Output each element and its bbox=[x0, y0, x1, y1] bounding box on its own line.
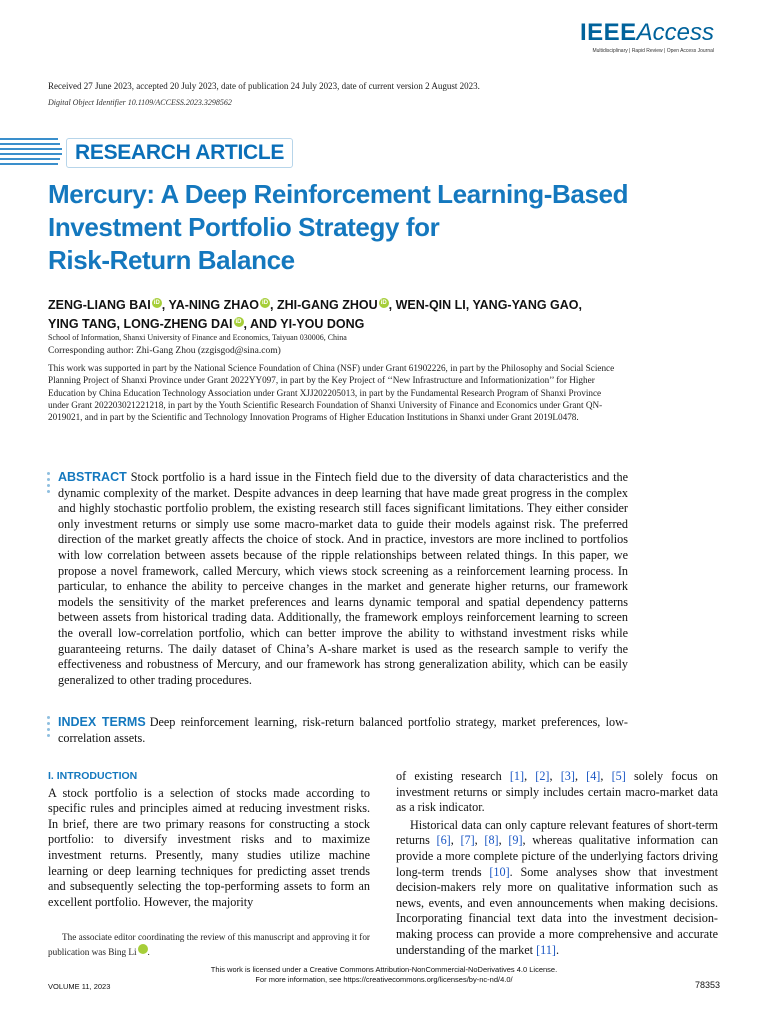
section-heading: I. INTRODUCTION bbox=[48, 770, 138, 782]
citation-link[interactable]: [2] bbox=[535, 769, 550, 783]
index-terms-text: Deep reinforcement learning, risk-return balanced portfolio strategy, market preferences, low-correlation assets. bbox=[58, 715, 628, 745]
author-line-2 bbox=[48, 315, 728, 334]
abstract bbox=[58, 470, 628, 688]
article-type-banner bbox=[0, 136, 285, 170]
text-run: solely focus on investment returns or simply includes certain macro-market data as a risk indicator. bbox=[396, 769, 719, 815]
abstract-label: ABSTRACT bbox=[58, 470, 127, 484]
citation-link[interactable]: [9] bbox=[508, 833, 523, 848]
citation-link[interactable]: [5] bbox=[611, 769, 626, 783]
page-number: 78353 bbox=[694, 980, 720, 990]
doi-line[interactable]: Digital Object Identifier 10.1109/ACCESS.2023.3298562 bbox=[48, 98, 232, 107]
intro-paragraph-2: Historical data can only capture relevant features of short-term returns [6], [7], [8], [9], whereas qualitative information can provide a more complete picture of the underlying factors driving long-term trends [10]. Some analyses show that investment decision-makers rely more on qualitative information such as news, events, and even announcements when making decisions. Incorporating financial text data into the investment decision-making process can provide a more comprehensive and accurate understanding of the market [11]. bbox=[396, 817, 719, 957]
text-run: of existing research bbox=[396, 769, 510, 783]
text-run: . bbox=[555, 942, 560, 957]
intro-paragraph-continued: of existing research [1], [2], [3], [4], [5] solely focus on investment returns or simply includes certain macro-market data as a risk indicator. bbox=[396, 769, 719, 815]
funding-statement: This work was supported in part by the National Science Foundation of China (NSF) under Grant 61902226, in part by the Philosophy and Social Science Planning Project of Shanxi Province under Grant 2022YY097, in part by the Key Project of ‘‘New Infrastructure and Informationization’’ for Higher Education by China Education Technology Association under Grant XJJ202205013, in part by the Fundamental Research Program of Shanxi Province under Grant 202203021221218, in part by the Youth Scientific Research Foundation of Shanxi University of Finance and Economics under Grant QN-2019021, and in part by the Scientific and Technology Innovation Programs of Higher Education Institutions in Shanxi under Grant 2019L0478. bbox=[48, 363, 615, 423]
text-run: . Some analyses show that investment decision-makers rely more on qualitative information such as news, events, and even announcements when making decisions. Incorporating financial text data into the investment decision-making process can provide a more comprehensive and accurate understanding of the market bbox=[396, 864, 718, 957]
volume-info: VOLUME 11, 2023 bbox=[48, 982, 111, 991]
paper-title bbox=[48, 178, 688, 277]
orcid-icon[interactable]: iD bbox=[380, 300, 387, 306]
received-dates: Received 27 June 2023, accepted 20 July 2023, date of publication 24 July 2023, date of current version 2 August 2023. bbox=[48, 81, 480, 91]
orcid-icon[interactable]: iD bbox=[235, 319, 242, 325]
orcid-icon[interactable]: iD bbox=[138, 944, 148, 954]
intro-paragraph: A stock portfolio is a selection of stocks made according to specific rules and principles aimed at reducing investment risks. In brief, there are two primary reasons for constructing a stock portfolio: to diversify investment risks and to maximize investment returns. Presently, many studies utilize machine learning or deep learning techniques for predicting asset trends and subsequently selecting the top-performing assets to form an excellent portfolio. However, the majority bbox=[48, 785, 370, 909]
author-line-1 bbox=[48, 296, 728, 315]
license-notice bbox=[0, 965, 768, 985]
editor-footnote bbox=[48, 930, 370, 959]
citation-link[interactable]: [10] bbox=[489, 864, 510, 879]
citation-link[interactable]: [6] bbox=[436, 833, 451, 848]
author-name: ZENG-LIANG BAI bbox=[48, 298, 151, 312]
banner-stripes bbox=[0, 138, 62, 168]
citation-link[interactable]: [3] bbox=[560, 769, 575, 783]
index-terms bbox=[58, 715, 628, 746]
license-link[interactable]: For more information, see https://creativecommons.org/licenses/by-nc-nd/4.0/ bbox=[255, 975, 513, 984]
title-line: Investment Portfolio Strategy for bbox=[48, 212, 440, 242]
body-column-left bbox=[48, 769, 370, 910]
corresponding-author: Corresponding author: Zhi-Gang Zhou (zzgisgod@sina.com) bbox=[48, 346, 281, 356]
logo-wordmark bbox=[580, 20, 714, 46]
author-name: , YA-NING ZHAO bbox=[161, 298, 260, 312]
author-name: , WEN-QIN LI, YANG-YANG GAO, bbox=[388, 298, 582, 312]
citation-link[interactable]: [8] bbox=[484, 833, 499, 848]
author-list bbox=[48, 296, 728, 334]
body-column-right bbox=[396, 769, 718, 958]
logo-ieee: IEEE bbox=[579, 19, 637, 46]
abstract-text: Stock portfolio is a hard issue in the Fintech field due to the diversity of data characteristics and the dynamic complexity of the market. Despite advances in deep learning that have made great progress in the complex and highly stochastic portfolio problem, the existing research still faces significant limitations. They either consider only investment returns or simply use some macro-market data to guide their models against risk. The preferred direction of the market greatly affects the choice of stock. And in practice, investors are more inclined to portfolios with low correlation between assets because of the ripple relationships between related things. In this paper, we propose a novel framework, called Mercury, which views stock screening as a reinforcement learning process. In particular, to enhance the ability to perceive changes in the market and generate higher returns, our framework models the sensitivity of the market preferences and learns dynamic temporal and spatial dependency patterns between assets from historical trading data. Additionally, the framework employs reinforcement learning to screen the overall low-correlation portfolio, which can better improve the ability to withstand investment risks while guaranteeing returns. The daily dataset of China’s A-share market is used as the research sample to verify the effectiveness and robustness of Mercury, and our framework has strong generalization ability, which can be easily generalized to other trading procedures. bbox=[58, 470, 628, 687]
author-name: , ZHI-GANG ZHOU bbox=[270, 298, 378, 312]
footnote-end: . bbox=[147, 947, 150, 957]
title-line: Risk-Return Balance bbox=[48, 245, 295, 275]
citation-link[interactable]: [7] bbox=[460, 833, 475, 848]
citation-link[interactable]: [1] bbox=[509, 769, 525, 783]
title-line: Mercury: A Deep Reinforcement Learning-Based bbox=[48, 179, 629, 209]
index-terms-marker bbox=[47, 716, 51, 740]
author-name: , AND YI-YOU DONG bbox=[243, 317, 365, 331]
citation-link[interactable]: [11] bbox=[536, 942, 556, 957]
text-run: Historical data can only capture relevant features of short-term returns bbox=[396, 817, 718, 848]
citation-link[interactable]: [4] bbox=[586, 769, 601, 783]
author-name: YING TANG, LONG-ZHENG DAI bbox=[48, 317, 233, 331]
orcid-icon[interactable]: iD bbox=[262, 300, 269, 306]
index-terms-label: INDEX TERMS bbox=[58, 715, 146, 729]
logo-access: Access bbox=[636, 19, 714, 46]
journal-logo bbox=[580, 20, 714, 54]
logo-tagline: Multidisciplinary | Rapid Review | Open Access Journal bbox=[592, 48, 714, 54]
abstract-marker bbox=[47, 472, 51, 496]
affiliation: School of Information, Shanxi University of Finance and Economics, Taiyuan 030006, China bbox=[48, 333, 347, 342]
footnote-text: The associate editor coordinating the review of this manuscript and approving it for publication was Bing Li bbox=[48, 932, 370, 957]
text-run: , whereas qualitative information can provide a more complete picture of the underlying factors driving long-term trends bbox=[396, 833, 719, 879]
license-line: This work is licensed under a Creative Commons Attribution-NonCommercial-NoDerivatives 4.0 License. bbox=[210, 965, 558, 974]
article-type-label: RESEARCH ARTICLE bbox=[66, 138, 293, 168]
orcid-icon[interactable]: iD bbox=[153, 300, 160, 306]
